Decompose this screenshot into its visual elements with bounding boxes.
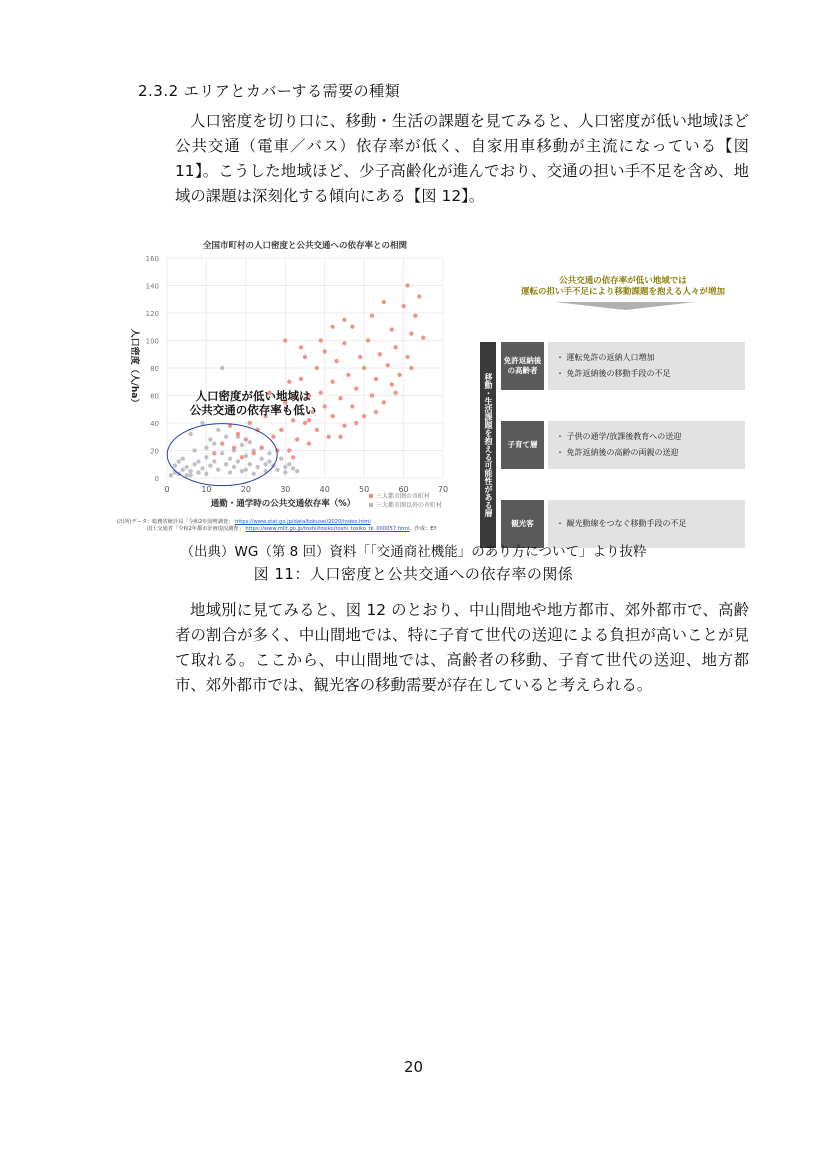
- data-point: [315, 428, 319, 432]
- data-point: [255, 465, 259, 469]
- data-point: [350, 325, 354, 329]
- data-point: [240, 443, 244, 447]
- data-point: [185, 465, 189, 469]
- data-point: [204, 446, 208, 450]
- page-number: 20: [403, 1058, 424, 1076]
- x-tick-label: 30: [280, 485, 291, 494]
- data-point: [295, 437, 299, 441]
- data-point: [200, 421, 204, 425]
- data-point: [181, 468, 185, 472]
- y-axis-label: 人口密度（人/ha）: [129, 328, 139, 408]
- data-point: [319, 391, 323, 395]
- data-point: [386, 363, 390, 367]
- source-note-1: [117, 518, 371, 525]
- data-point: [358, 355, 362, 359]
- data-point: [267, 451, 271, 455]
- annotation-line: 人口密度が低い地域は: [195, 389, 311, 403]
- figure-caption: 図 11：人口密度と公共交通への依存率の関係: [253, 565, 574, 583]
- data-point: [240, 469, 244, 473]
- data-point: [279, 428, 283, 432]
- down-arrow-icon: [555, 302, 695, 310]
- data-point: [382, 400, 386, 404]
- y-tick-label: 120: [145, 310, 159, 318]
- data-point: [366, 338, 370, 342]
- demand-row-label: 免許返納後 の高齢者: [501, 342, 544, 390]
- y-tick-label: 160: [145, 255, 159, 263]
- data-point: [228, 470, 232, 474]
- source-note-2-suffix: 、作成：EY: [409, 526, 437, 532]
- data-point: [354, 421, 358, 425]
- data-point: [417, 294, 421, 298]
- data-point: [236, 459, 240, 463]
- legend-swatch: [369, 503, 373, 507]
- demand-row-body: [548, 342, 745, 390]
- data-point: [208, 463, 212, 467]
- data-point: [283, 465, 287, 469]
- data-point: [212, 441, 216, 445]
- data-point: [330, 325, 334, 329]
- data-point: [244, 454, 248, 458]
- demand-row-body: [548, 421, 745, 469]
- data-point: [287, 380, 291, 384]
- data-point: [307, 441, 311, 445]
- data-point: [362, 414, 366, 418]
- data-point: [338, 435, 342, 439]
- legend-swatch: [369, 494, 373, 498]
- data-point: [259, 457, 263, 461]
- scatter-svg: [120, 236, 470, 536]
- x-tick-label: 10: [201, 485, 212, 494]
- data-point: [287, 448, 291, 452]
- y-tick-label: 40: [150, 420, 159, 428]
- data-point: [342, 424, 346, 428]
- data-point: [267, 459, 271, 463]
- data-point: [323, 404, 327, 408]
- data-point: [295, 469, 299, 473]
- x-tick-label: 60: [398, 485, 409, 494]
- data-point: [299, 345, 303, 349]
- data-point: [188, 469, 192, 473]
- data-point: [263, 462, 267, 466]
- data-point: [291, 466, 295, 470]
- data-point: [393, 345, 397, 349]
- data-point: [192, 448, 196, 452]
- demand-row-item: ・ 運転免許の返納人口増加: [556, 353, 655, 362]
- data-point: [303, 355, 307, 359]
- demand-panel-vertical-label: 移動・生活課題を抱える可能性がある層: [480, 342, 496, 548]
- data-point: [307, 418, 311, 422]
- demand-row-item: ・ 観光動線をつなぐ移動手段の不足: [556, 519, 687, 528]
- demand-panel-title-line: 公共交通の依存率が低い地域では: [559, 276, 687, 286]
- scatter-chart: [117, 236, 470, 536]
- data-point: [177, 459, 181, 463]
- data-point: [212, 451, 216, 455]
- y-tick-label: 80: [150, 365, 159, 373]
- y-tick-label: 100: [145, 337, 159, 346]
- data-point: [248, 440, 252, 444]
- data-point: [204, 455, 208, 459]
- data-point: [196, 470, 200, 474]
- data-point: [346, 373, 350, 377]
- data-point: [319, 338, 323, 342]
- data-point: [330, 414, 334, 418]
- demand-row-label: 観光客: [501, 500, 544, 548]
- data-point: [287, 462, 291, 466]
- data-point: [350, 404, 354, 408]
- data-point: [188, 432, 192, 436]
- data-point: [244, 437, 248, 441]
- data-point: [232, 465, 236, 469]
- data-point: [303, 421, 307, 425]
- data-point: [228, 457, 232, 461]
- data-point: [192, 462, 196, 466]
- data-point: [323, 349, 327, 353]
- demand-panel-title-line: 運転の担い手不足により移動課題を抱える人々が増加: [520, 287, 725, 297]
- demand-row-item: ・ 免許返納後の高齢の両親の送迎: [556, 448, 679, 457]
- data-point: [181, 457, 185, 461]
- x-axis-label: 通勤・通学時の公共交通依存率（%）: [210, 499, 356, 509]
- data-point: [421, 336, 425, 340]
- demand-panel-title: [488, 276, 758, 298]
- paragraph-1: 人口密度を切り口に、移動・生活の課題を見てみると、人口密度が低い地域ほど公共交通（電車／バス）依存率が低く、自家用車移動が主流になっている【図 11】。こうした地域ほど、少子高齢化が進んでおり、交通の担い手不足を含め、地域の課題は深刻化する傾向にある【図 12】。: [175, 112, 749, 205]
- section-heading: 2.3.2 エリアとカバーする需要の種類: [138, 82, 401, 100]
- source-note-2-url[interactable]: https://www.mlit.go.jp/toshi/tosiko/toshi_tosiko_tk_000057.html: [245, 526, 410, 532]
- data-point: [334, 359, 338, 363]
- data-point: [224, 462, 228, 466]
- data-point: [291, 418, 295, 422]
- demand-row-label: 子育て層: [501, 421, 544, 469]
- data-point: [220, 366, 224, 370]
- x-tick-label: 40: [319, 485, 330, 494]
- source-note-2-label: 国土交通省「令和2年都市計画現況調査」: [147, 526, 244, 532]
- data-point: [374, 410, 378, 414]
- data-point: [208, 437, 212, 441]
- data-point: [409, 366, 413, 370]
- data-point: [338, 396, 342, 400]
- data-point: [354, 386, 358, 390]
- data-point: [378, 352, 382, 356]
- data-point: [315, 366, 319, 370]
- data-point: [409, 331, 413, 335]
- data-point: [283, 338, 287, 342]
- x-tick-label: 50: [359, 485, 370, 494]
- data-point: [413, 314, 417, 318]
- x-tick-label: 0: [164, 485, 170, 494]
- data-point: [232, 446, 236, 450]
- data-point: [248, 462, 252, 466]
- data-point: [224, 435, 228, 439]
- figure-source-caption: （出典）WG（第 8 回）資料「「交通商社機能」のあり方について」より抜粋: [180, 544, 647, 560]
- x-tick-label: 70: [437, 485, 449, 494]
- data-point: [291, 455, 295, 459]
- source-note-2: [147, 525, 437, 532]
- data-point: [204, 472, 208, 476]
- data-point: [271, 435, 275, 439]
- demand-row: [501, 421, 745, 469]
- data-point: [342, 341, 346, 345]
- data-point: [370, 393, 374, 397]
- data-point: [240, 455, 244, 459]
- source-note-1-label: (出所)データ：総務省統計局「令和2年国勢調査」: [117, 519, 234, 525]
- data-point: [220, 441, 224, 445]
- data-point: [220, 451, 224, 455]
- demand-row-item: ・ 免許返納後の移動手段の不足: [556, 369, 671, 378]
- data-point: [275, 468, 279, 472]
- y-tick-label: 60: [150, 392, 159, 401]
- demand-row: [501, 342, 745, 390]
- data-point: [397, 373, 401, 377]
- data-point: [259, 446, 263, 450]
- y-tick-label: 0: [154, 475, 159, 483]
- y-tick-label: 20: [150, 447, 159, 456]
- data-point: [401, 304, 405, 308]
- data-point: [244, 468, 248, 472]
- data-point: [342, 318, 346, 322]
- data-point: [299, 377, 303, 381]
- y-tick-label: 140: [145, 282, 159, 291]
- x-tick-label: 20: [240, 485, 251, 494]
- legend-label: 三大都市圏以外の市町村: [376, 502, 443, 509]
- data-point: [283, 470, 287, 474]
- data-point: [393, 391, 397, 395]
- data-point: [196, 459, 200, 463]
- data-point: [279, 457, 283, 461]
- data-point: [216, 468, 220, 472]
- data-point: [370, 314, 374, 318]
- legend-label: 三大都市圏の市町村: [376, 493, 431, 500]
- data-point: [390, 327, 394, 331]
- data-point: [252, 451, 256, 455]
- data-point: [405, 355, 409, 359]
- data-point: [374, 377, 378, 381]
- data-point: [188, 473, 192, 477]
- data-point: [326, 435, 330, 439]
- data-point: [216, 428, 220, 432]
- demand-panel: [480, 276, 765, 528]
- data-point: [330, 380, 334, 384]
- paragraph-2: 地域別に見てみると、図 12 のとおり、中山間地や地方都市、郊外都市で、高齢者の割合が多く、中山間地では、特に子育て世代の送迎による負担が高いことが見て取れる。ここから、中山間地では、高齢者の移動、子育て世代の送迎、地方都市、郊外都市では、観光客の移動需要が存在していると考えられる。: [175, 601, 749, 694]
- data-point: [173, 463, 177, 467]
- figure-11: [117, 236, 760, 536]
- data-point: [390, 382, 394, 386]
- data-point: [405, 283, 409, 287]
- data-point: [362, 366, 366, 370]
- data-point: [236, 432, 240, 436]
- data-point: [185, 473, 189, 477]
- data-point: [252, 472, 256, 476]
- data-point: [212, 459, 216, 463]
- data-point: [248, 421, 252, 425]
- data-point: [200, 466, 204, 470]
- demand-row-item: ・ 子供の通学/放課後教育への送迎: [556, 432, 682, 441]
- data-point: [169, 473, 173, 477]
- annotation-line: 公共交通の依存率も低い: [189, 403, 317, 417]
- chart-title: 全国市町村の人口密度と公共交通への依存率との相関: [202, 241, 408, 251]
- source-note-1-url[interactable]: https://www.stat.go.jp/data/kokusei/2020/index.html: [234, 519, 371, 525]
- data-point: [382, 300, 386, 304]
